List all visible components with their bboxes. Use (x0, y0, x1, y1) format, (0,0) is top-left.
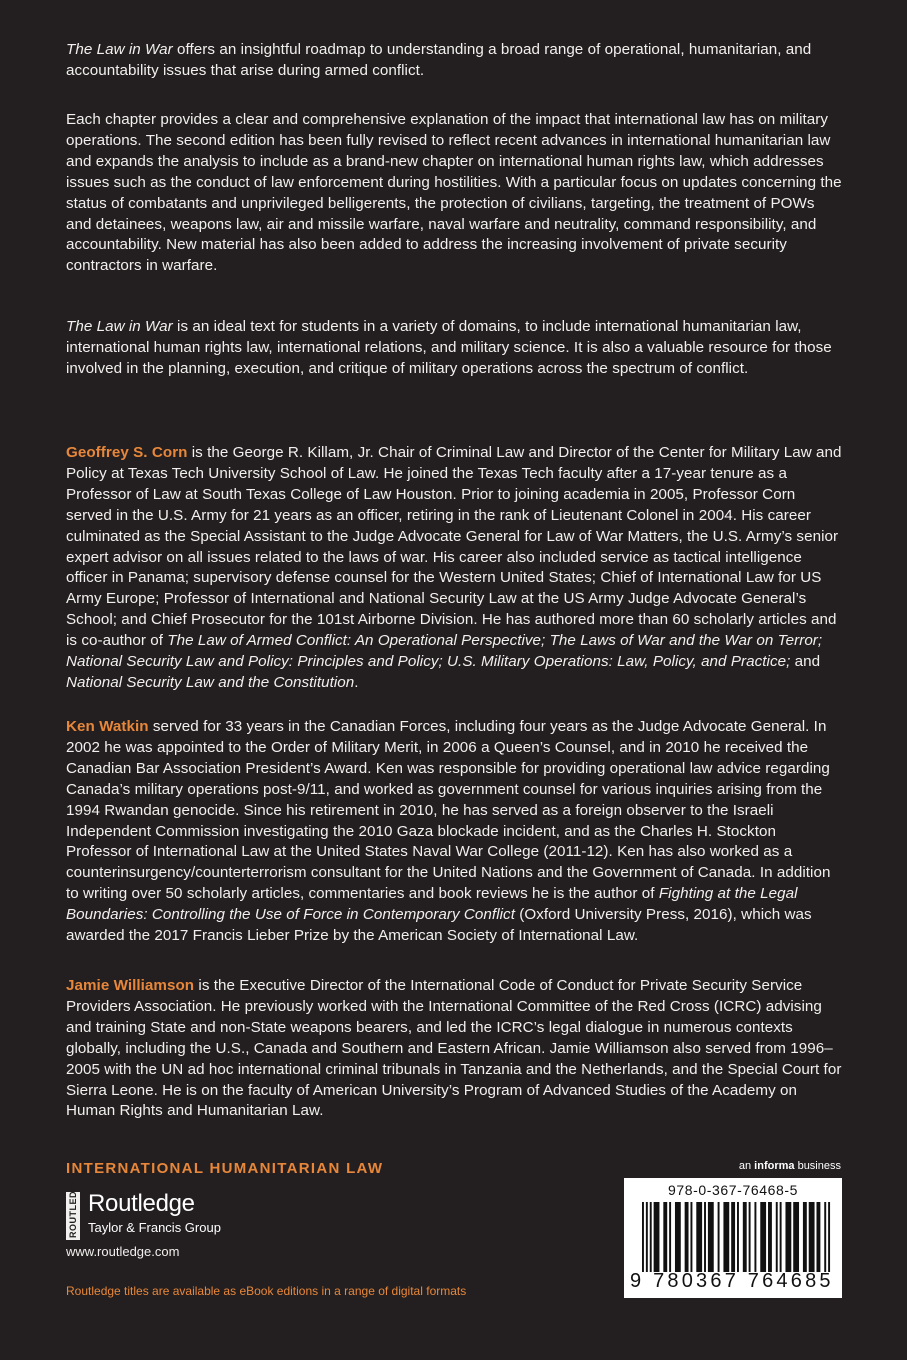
barcode-bar (642, 1202, 644, 1272)
barcode-bar (749, 1202, 751, 1272)
barcode-bar (803, 1202, 807, 1272)
barcode-bar (776, 1202, 778, 1272)
barcode-bar (780, 1202, 782, 1272)
author-name: Ken Watkin (66, 718, 149, 735)
barcode-bar (743, 1202, 747, 1272)
barcode-bar (663, 1202, 667, 1272)
blurb-text: Each chapter provides a clear and comprehensive explanation of the impact that international law has on military operations. The second edition has been fully revised to reflect recent advances in international humanitarian law and expands the analysis to include as a brand-new chapter on international human rights law, which addresses issues such as the conduct of law enforcement during hostilities. With a particular focus on updates concerning the status of combatants and unprivileged belligerents, the protection of civilians, targeting, the treatment of POWs and detainees, weapons law, air and missile warfare, naval warfare and neutrality, command responsibility, and accountability. New material has also been added to address the increasing involvement of private security contractors in warfare. (66, 111, 842, 275)
barcode-bar (731, 1202, 735, 1272)
bio-text: served for 33 years in the Canadian Forces, including four years as the Judge Advocate General. In 2002 he was appointed to the Order of Military Merit, in 2006 a Queen’s Counsel, and in 2010 he received the Canadian Bar Association President’s Award. Ken was responsible for providing operational law advice regarding Canada’s military operations post-9/11, and worked as government counsel for various inquiries arising from the 1994 Rwandan genocide. Since his retirement in 2010, he has served as a foreign observer to the Israeli Independent Commission investigating the 2010 Gaza blockade incident, and as the Charles H. Stockton Professor of International Law at the United States Naval War College (2011-12). Ken has also worked as a counterinsurgency/counterterrorism consultant for the United Nations and the Government of Canada. In addition to writing over 50 scholarly articles, commentaries and book reviews he is the author of (66, 718, 831, 903)
barcode-bar (828, 1202, 830, 1272)
blurb-paragraph-2 (66, 110, 842, 277)
ebook-note: Routledge titles are available as eBook editions in a range of digital formats (66, 1284, 467, 1298)
bio-text: . (354, 673, 359, 691)
author-name: Geoffrey S. Corn (66, 444, 188, 461)
routledge-logo (66, 1176, 266, 1240)
bio-text: is the George R. Killam, Jr. Chair of Criminal Law and Director of the Center for Military Law and Policy at Texas Tech University School of Law. He joined the Texas Tech faculty after a 17-year tenure as a Professor of Law at South Texas College of Law Houston. Prior to joining academia in 2005, Professor Corn served in the U.S. Army for 21 years as an officer, retiring in the rank of Lieutenant Colonel in 2004. His career culminated as the Special Assistant to the Judge Advocate General for Law of War Matters, the U.S. Army’s senior expert advisor on all issues related to the laws of war. His career also included service as tactical intelligence officer in Panama; supervisory defense counsel for the Western United States; Chief of International Law for US Army Europe; Professor of International and National Security Law at the US Army Judge Advocate General’s School; and Chief Prosecutor for the 101st Airborne Division. He has authored more than 60 scholarly articles and is co-author of (66, 444, 842, 650)
barcode-bar (669, 1202, 671, 1272)
barcode-bar (754, 1202, 756, 1272)
book-title: National Security Law and the Constitution (66, 673, 355, 691)
barcode-bar (690, 1202, 692, 1272)
book-titles: The Law of Armed Conflict: An Operational Perspective; The Laws of War and the War on Terror; National Security Law and Policy: Principles and Policy; U.S. Military Operations: Law, Policy, and Practice; (66, 632, 823, 671)
informa-tagline (739, 1160, 841, 1172)
author-bio-corn (66, 443, 842, 694)
barcode-bar (723, 1202, 729, 1272)
book-title: The Law in War (66, 318, 173, 335)
informa-prefix: an (738, 1160, 755, 1172)
book-title: The Law in War (66, 41, 173, 58)
publisher-website[interactable]: www.routledge.com (66, 1244, 180, 1259)
barcode-bar (708, 1202, 714, 1272)
blurb-paragraph-1 (66, 40, 842, 82)
publisher-group: Taylor & Francis Group (88, 1220, 221, 1235)
barcode-bar (793, 1202, 799, 1272)
barcode-bars (642, 1202, 832, 1272)
blurb-paragraph-3 (66, 317, 842, 380)
barcode-bar (650, 1202, 652, 1272)
barcode-bar (816, 1202, 820, 1272)
bio-text: and (790, 653, 821, 671)
barcode-bar (809, 1202, 815, 1272)
barcode-bar (654, 1202, 660, 1272)
isbn-barcode (624, 1178, 842, 1298)
barcode-bar (675, 1202, 681, 1272)
bio-text: (Oxford University Press, 2016), which was awarded the 2017 Francis Lieber Prize by the American Society of International Law. (66, 906, 812, 945)
blurb-text: is an ideal text for students in a variety of domains, to include international humanitarian law, international human rights law, international relations, and military science. It is also a valuable resource for those involved in the planning, execution, and critique of military operations across the spectrum of conflict. (66, 318, 832, 377)
barcode-bar (760, 1202, 766, 1272)
series-label: INTERNATIONAL HUMANITARIAN LAW (66, 1160, 384, 1177)
publisher-mark-text: ROUTLEDGE (68, 1176, 78, 1238)
barcode-bar (685, 1202, 689, 1272)
barcode-bar (704, 1202, 706, 1272)
author-name: Jamie Williamson (66, 977, 195, 994)
author-bio-williamson (66, 976, 842, 1122)
author-bio-watkin (66, 717, 842, 947)
informa-brand: informa (754, 1160, 795, 1172)
barcode-bar (696, 1202, 702, 1272)
ean-number: 9 780367 764685 (630, 1270, 834, 1292)
informa-suffix: business (794, 1160, 841, 1172)
barcode-bar (737, 1202, 739, 1272)
barcode-bar (768, 1202, 772, 1272)
blurb-text: offers an insightful roadmap to understanding a broad range of operational, humanitarian, and accountability issues that arise during armed conflict. (66, 41, 812, 79)
publisher-name: Routledge (88, 1190, 195, 1217)
barcode-bar (646, 1202, 648, 1272)
isbn-number: 978-0-367-76468-5 (667, 1182, 799, 1198)
barcode-bar (785, 1202, 791, 1272)
barcode-bar (718, 1202, 720, 1272)
routledge-mark-icon (66, 1176, 80, 1240)
barcode-bar (824, 1202, 826, 1272)
book-title: Fighting at the Legal Boundaries: Controlling the Use of Force in Contemporary Conflict (66, 885, 798, 924)
bio-text: is the Executive Director of the International Code of Conduct for Private Security Service Providers Association. He previously worked with the International Committee of the Red Cross (ICRC) advising and training State and non-State weapons bearers, and led the ICRC’s legal dialogue in numerous contexts globally, including the U.S., Canada and Southern and Eastern African. Jamie Williamson also served from 1996–2005 with the UN ad hoc international criminal tribunals in Tanzania and the Netherlands, and the Special Court for Sierra Leone. He is on the faculty of American University’s Program of Advanced Studies of the Academy on Human Rights and Humanitarian Law. (66, 977, 842, 1120)
